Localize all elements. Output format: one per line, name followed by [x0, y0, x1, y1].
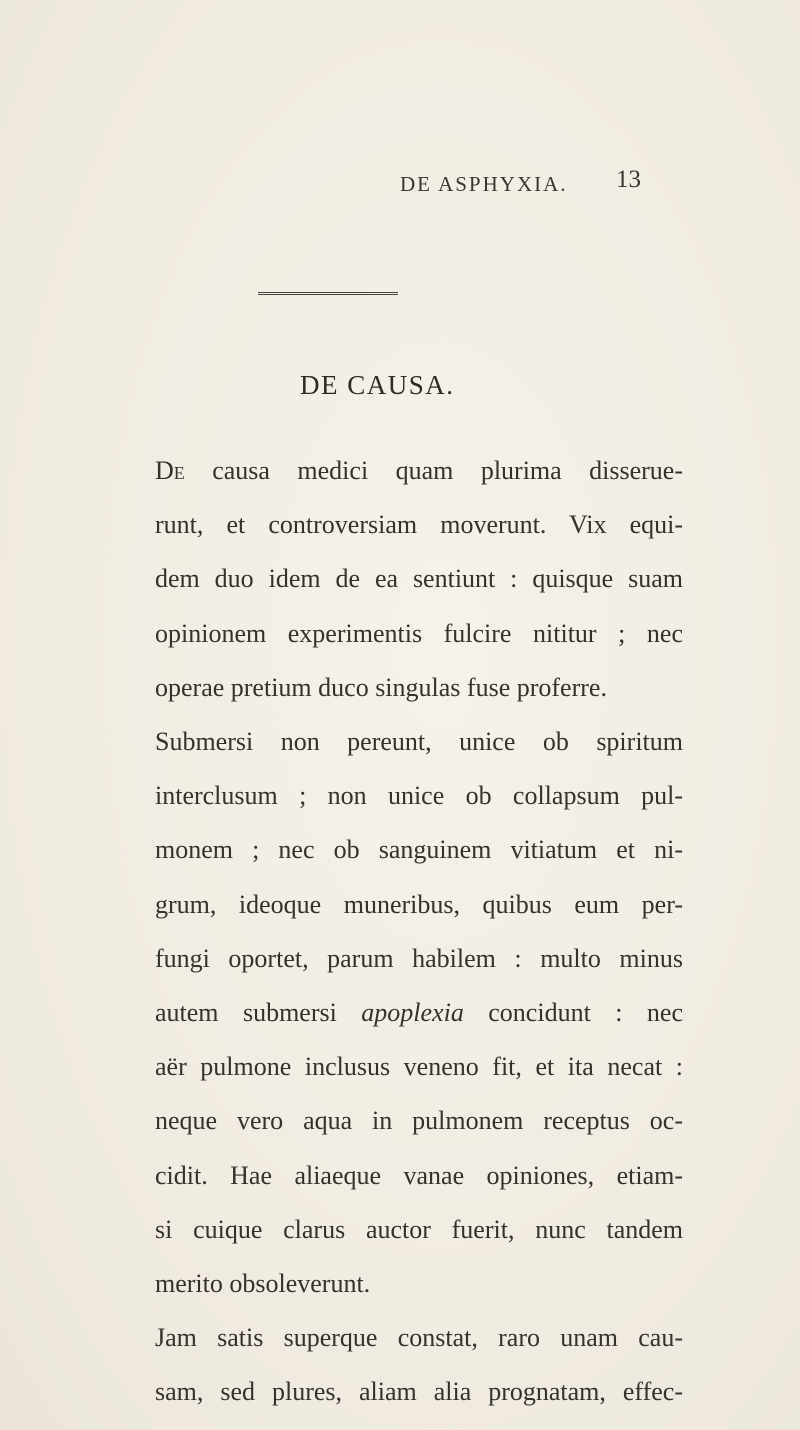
text-line: grum, ideoque muneribus, quibus eum per-	[155, 889, 683, 919]
page-number: 13	[616, 166, 641, 193]
paragraph-1	[123, 444, 683, 715]
paragraph-3	[123, 1311, 683, 1419]
text-line: sam, sed plures, aliam alia prognatam, effec-	[155, 1377, 683, 1407]
text-line: Submersi non pereunt, unice ob spiritum	[155, 727, 683, 757]
section-title: DE CAUSA.	[300, 370, 455, 400]
text-line: aër pulmone inclusus veneno fit, et ita necat :	[155, 1052, 683, 1082]
text-line: fungi oportet, parum habilem : multo minus	[155, 943, 683, 973]
text-line: monem ; nec ob sanguinem vitiatum et ni-	[155, 835, 683, 865]
text-line: cidit. Hae aliaeque vanae opiniones, etiam-	[155, 1160, 683, 1190]
italic-term: apoplexia	[361, 998, 464, 1028]
text-line	[123, 986, 683, 1040]
ornamental-rule	[258, 292, 398, 295]
body-text	[123, 444, 683, 1420]
text-line: merito obsoleverunt.	[155, 1269, 371, 1299]
text-segment: autem submersi	[155, 998, 362, 1028]
text-line: si cuique clarus auctor fuerit, nunc tandem	[155, 1214, 683, 1244]
text-line-rest: causa medici quam plurima disserue-	[184, 456, 683, 485]
text-segment: concidunt : nec	[463, 998, 683, 1028]
initial-word: De	[155, 456, 185, 485]
text-line: neque vero aqua in pulmonem receptus oc-	[155, 1106, 683, 1136]
paragraph-2	[123, 715, 683, 1311]
text-line: operae pretium duco singulas fuse proferre.	[155, 672, 607, 702]
text-line: interclusum ; non unice ob collapsum pul-	[155, 781, 683, 811]
text-line	[123, 444, 683, 498]
text-line: dem duo idem de ea sentiunt : quisque suam	[155, 564, 683, 594]
text-line: Jam satis superque constat, raro unam cau-	[155, 1323, 683, 1353]
text-line: opinionem experimentis fulcire nititur ; nec	[155, 618, 683, 648]
text-line: runt, et controversiam moverunt. Vix equi-	[155, 510, 683, 540]
running-head: DE ASPHYXIA.	[400, 172, 568, 196]
